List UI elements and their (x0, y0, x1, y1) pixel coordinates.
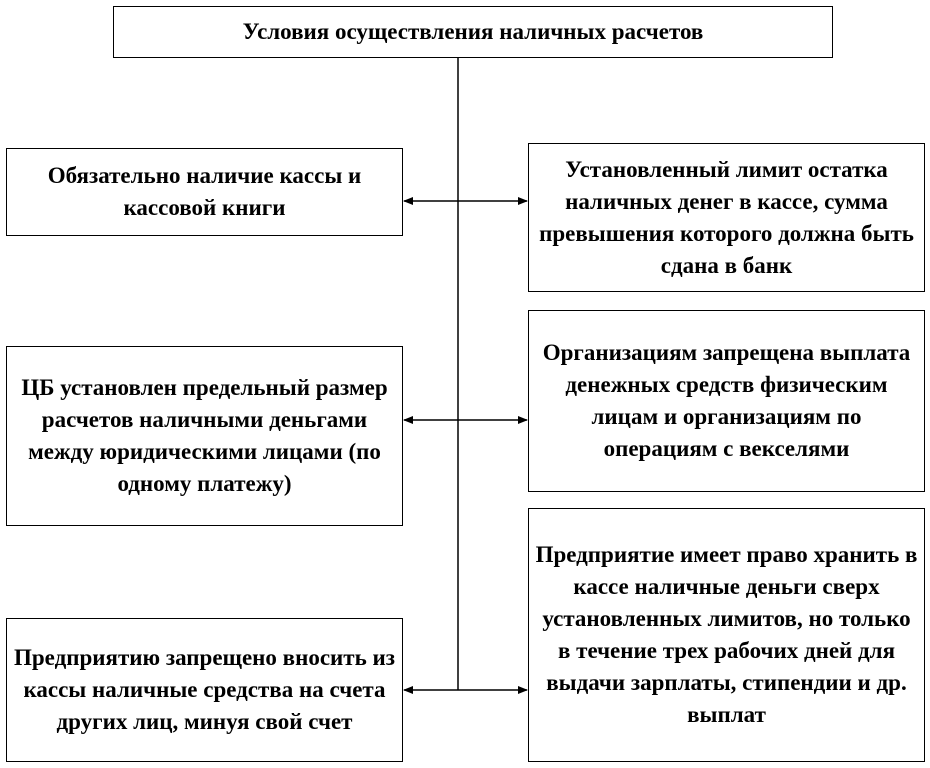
right-box-bills-prohibition (528, 310, 925, 492)
right-box-3-text: Предприятие имеет право хранить в кассе наличные деньги сверх установленных лимитов, но только в течение трех рабочих дней для выдачи зарплаты, стипендии и др. выплат (535, 542, 918, 727)
right-box-balance-limit (528, 143, 925, 292)
left-box-cash-limit (6, 346, 403, 526)
title-box (113, 6, 833, 58)
left-box-cash-register (6, 148, 403, 236)
right-box-excess-storage (528, 508, 925, 762)
right-box-1-text: Установленный лимит остатка наличных денег в кассе, сумма превышения которого должна быть сдана в банк (539, 156, 914, 278)
left-box-2-text: ЦБ установлен предельный размер расчетов наличными деньгами между юридическими лицами (по одному платежу) (21, 375, 388, 496)
left-box-3-text: Предприятию запрещено вносить из кассы наличные средства на счета других лиц, минуя свой счет (14, 645, 395, 734)
right-box-2-text: Организациям запрещена выплата денежных средств физическим лицам и организациям по операциям с векселями (542, 340, 911, 461)
title-text: Условия осуществления наличных расчетов (242, 19, 704, 44)
left-box-1-text: Обязательно наличие кассы и кассовой книги (47, 163, 362, 220)
left-box-deposit-prohibition (6, 618, 403, 762)
